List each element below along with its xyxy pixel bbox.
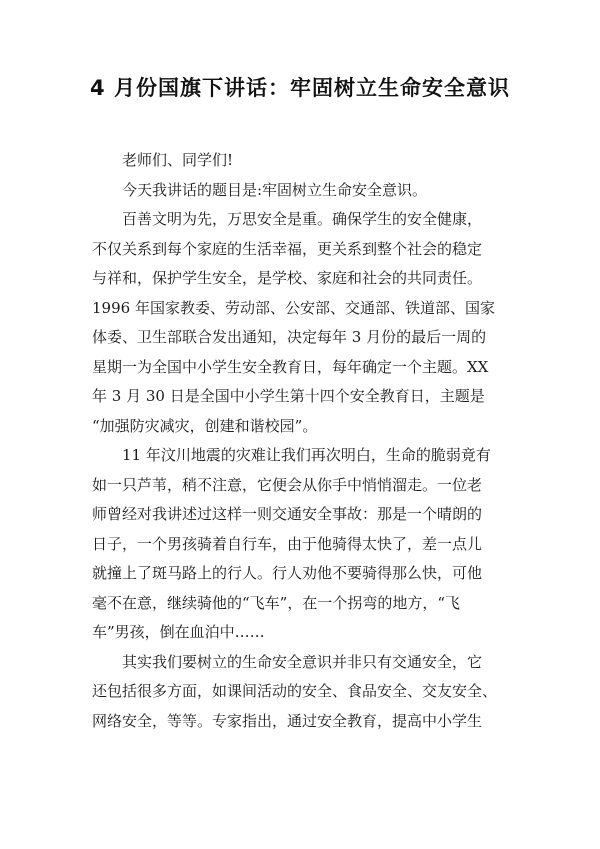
greeting-line: 老师们、同学们! [122, 151, 234, 169]
paragraph-line: 还包括很多方面，如课间活动的安全、食品安全、交友安全、 [92, 682, 498, 700]
paragraph-line: 星期一为全国中小学生安全教育日，每年确定一个主题。XX [92, 357, 489, 376]
paragraph-line: 1996 年国家教委、劳动部、公安部、交通部、铁道部、国家 [92, 298, 495, 317]
paragraph-line: 其实我们要树立的生命安全意识并非只有交通安全，它 [122, 652, 483, 671]
paragraph-line: 毫不在意，继续骑他的“飞车”，在一个拐弯的地方，“飞 [92, 593, 461, 612]
paragraph-line: 师曾经对我讲述过这样一则交通安全事故：那是一个晴朗的 [92, 505, 483, 523]
paragraph-line: 网络安全，等等。专家指出，通过安全教育，提高中小学生 [92, 711, 483, 730]
document-title: 4 月份国旗下讲话：牢固树立生命安全意识 [90, 76, 510, 100]
paragraph-line: 百善文明为先，万思安全是重。确保学生的安全健康， [122, 210, 483, 228]
paragraph-line: 不仅关系到每个家庭的生活幸福，更关系到整个社会的稳定 [92, 239, 483, 258]
paragraph-line: 日子，一个男孩骑着自行车，由于他骑得太快了，差一点儿 [92, 534, 483, 553]
paragraph-line: 体委、卫生部联合发出通知，决定每年 3 月份的最后一周的 [92, 328, 487, 346]
paragraph-line: 车”男孩，倒在血泊中…… [92, 623, 265, 641]
paragraph-line: “加强防灾减灾，创建和谐校园”。 [92, 416, 318, 435]
document-body [92, 146, 512, 736]
paragraph-line: 11 年汶川地震的灾难让我们再次明白，生命的脆弱竟有 [122, 446, 491, 464]
paragraph-line: 就撞上了斑马路上的行人。行人劝他不要骑得那么快，可他 [92, 564, 483, 582]
paragraph-line: 今天我讲话的题目是:牢固树立生命安全意识。 [122, 180, 428, 199]
paragraph-line: 年 3 月 30 日是全国中小学生第十四个安全教育日，主题是 [92, 387, 485, 405]
paragraph-line: 与祥和，保护学生安全，是学校、家庭和社会的共同责任。 [92, 269, 483, 287]
paragraph-line: 如一只芦苇，稍不注意，它便会从你手中悄悄溜走。一位老 [92, 475, 483, 494]
